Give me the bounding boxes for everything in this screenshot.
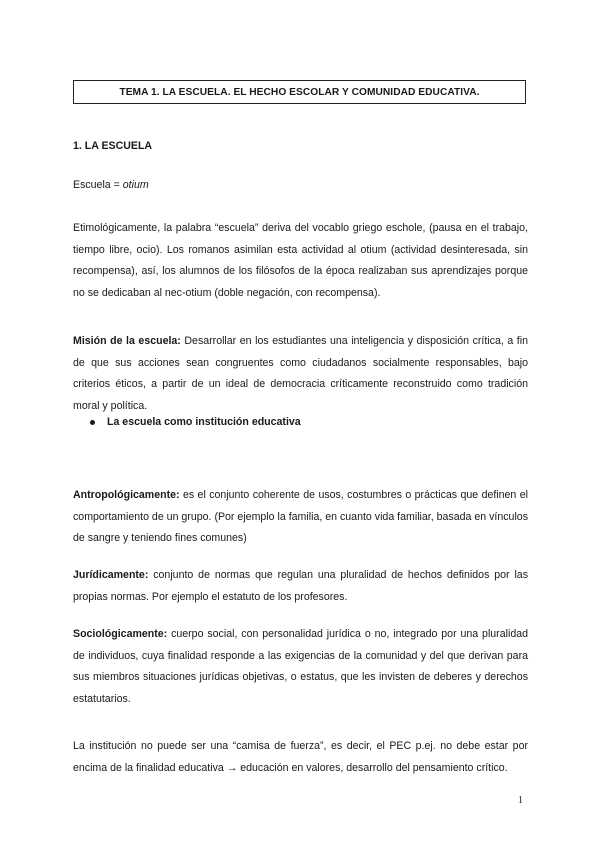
escuela-term: Escuela = [73,179,123,191]
mision-paragraph [73,331,528,417]
juridicamente-label: Jurídicamente: [73,569,149,581]
document-title: TEMA 1. LA ESCUELA. EL HECHO ESCOLAR Y COMUNIDAD EDUCATIVA. [73,80,526,104]
mision-text: Desarrollar en los estudiantes una inteligencia y disposición crítica, a fin de que sus acciones sean congruentes como ciudadanos socialmente responsables, bajo criterios éticos, a partir de un ideal de democracia críticamente reconstruido como tradición moral y política. [73,335,529,412]
sociologicamente-label: Sociológicamente: [73,628,168,640]
bullet-item [90,412,301,434]
sociologicamente-text: cuerpo social, con personalidad jurídica o no, integrado por una pluralidad de individuos, cuya finalidad responde a las exigencias de la comunidad y del que derivan para sus miembros situaciones jurídicas objetivas, o estatus, que les invisten de deberes y derechos estatutarios. [73,628,528,705]
etimologia-paragraph: Etimológicamente, la palabra “escuela” deriva del vocablo griego eschole, (pausa en el trabajo, tiempo libre, ocio). Los romanos asimilan esta actividad al otium (actividad desinteresada, sin recompensa), así, los alumnos de los filósofos de la época realizaban sus aprendizajes porque no se dedicaban al nec-otium (doble negación, con recompensa). [73,222,528,299]
page-number: 1 [518,795,523,806]
antropologicamente-label: Antropológicamente: [73,489,180,501]
bullet-icon [90,420,95,425]
juridicamente-paragraph [73,565,528,608]
juridicamente-text: conjunto de normas que regulan una pluralidad de hechos definidos por las propias normas. Por ejemplo el estatuto de los profesores. [73,569,528,603]
institucion-paragraph: La institución no puede ser una “camisa de fuerza”, es decir, el PEC p.ej. no debe estar por encima de la finalidad educativa → educación en valores, desarrollo del pensamiento crítico. [73,740,528,774]
otium-term: otium [122,179,149,191]
mision-label: Misión de la escuela: [73,335,181,347]
section-heading: 1. LA ESCUELA [73,140,153,152]
bullet-text: La escuela como institución educativa [107,416,301,428]
sociologicamente-paragraph [73,624,528,710]
antropologicamente-paragraph [73,485,528,550]
antropologicamente-text: es el conjunto coherente de usos, costumbres o prácticas que definen el comportamiento de un grupo. (Por ejemplo la familia, en cuanto vida familiar, basada en vínculos de sangre y teniendo fines comunes) [73,489,528,544]
escuela-definition [73,175,528,197]
